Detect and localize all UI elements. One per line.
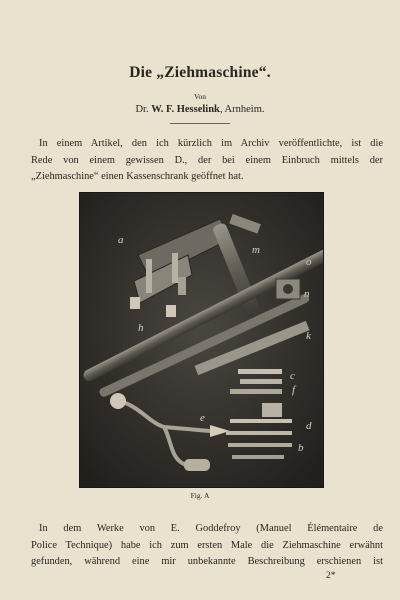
paragraph-line: „Ziehmaschine“ einen Kassenschrank geöffnet hat.	[31, 171, 244, 183]
drill-handle	[184, 459, 210, 471]
title-divider	[170, 123, 230, 124]
figure-label: o	[306, 256, 312, 268]
author-line	[0, 104, 400, 115]
author-place: , Arnheim.	[219, 104, 265, 115]
figure-label: c	[290, 370, 295, 382]
figure-label: n	[304, 288, 310, 300]
figure-label: e	[200, 412, 205, 424]
paragraph-line: gefunden, während eine mir unbekannte Beschreibung erschienen ist	[31, 556, 383, 568]
figure-label: m	[252, 244, 260, 256]
author-name: W. F. Hesselink	[151, 104, 220, 115]
figure-label: d	[306, 420, 312, 432]
drill-head	[110, 393, 126, 409]
figure-caption: Fig. A	[190, 491, 210, 500]
paragraph-line: In einem Artikel, den ich kürzlich im Archiv veröffentlichte, ist die	[39, 138, 383, 149]
article-title: Die „Ziehmaschine“.	[129, 64, 271, 81]
figure-label: f	[292, 384, 296, 396]
paragraph-intro	[31, 136, 383, 186]
figure-label: k	[306, 330, 311, 342]
figure-label: h	[138, 322, 144, 334]
paragraph-line: Police Technique) habe ich zum ersten Male die Ziehmaschine erwähnt	[31, 539, 383, 551]
byline-von: Von	[194, 92, 206, 101]
paragraph-line: In dem Werke von E. Goddefroy (Manuel Élémentaire de	[39, 523, 383, 534]
figure-label: a	[118, 234, 124, 246]
author-prefix: Dr.	[135, 104, 149, 115]
figure-label: b	[298, 442, 304, 454]
paragraph-second	[31, 521, 383, 571]
paragraph-line: Rede von einem gewissen D., der bei einem Einbruch mittels der	[31, 154, 383, 166]
page-number: 2*	[326, 571, 336, 581]
tools-photograph	[79, 192, 324, 488]
